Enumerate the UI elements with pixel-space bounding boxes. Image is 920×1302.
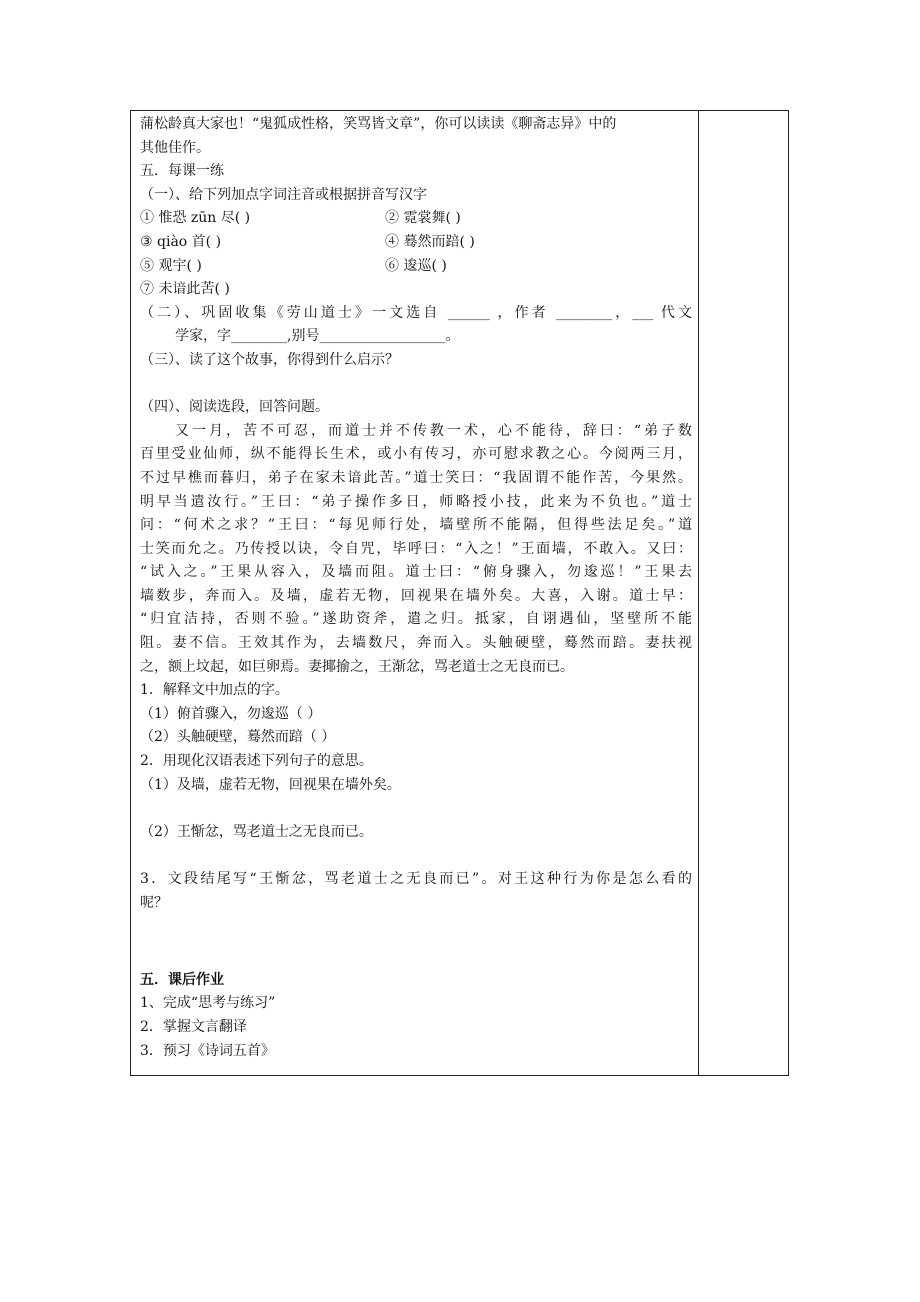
main-cell [140,113,692,1063]
answer-space [140,844,692,868]
section-heading-exercise: 五．每课一练 [140,163,224,180]
blank-space [140,373,692,397]
passage-line-8: 墙数步，奔而入。及墙，虚若无物，回视果在墙外矣。大喜，入谢。道士早： [140,587,692,604]
exercise-item-2: ② 霓裳舞( ) [385,210,461,227]
homework-item-2: 2．掌握文言翻译 [140,1018,247,1035]
homework-heading: 五．课后作业 [140,971,224,988]
exercise-row-2 [140,231,692,255]
question-1a: （1）俯首骤入，勿逡巡（ ） [140,705,322,722]
part3-question: （三）、读了这个故事，你得到什么启示？ [140,351,399,368]
answer-space [140,939,692,969]
question-1: 1．解释文中加点的字。 [140,682,289,699]
homework-item-3: 3．预习《诗词五首》 [140,1042,275,1059]
question-2: 2．用现化汉语表述下列句子的意思。 [140,753,373,770]
column-divider [698,111,699,1075]
exercise-item-1: ① 惟恐 zūn 尽( ) [140,210,251,227]
part1-title: （一）、给下列加点字词注音或根据拼音写汉字 [140,186,427,203]
passage-line-4: 明早当遣汝行。”王曰：“弟子操作多日，师略授小技，此来为不负也。”道士 [140,493,692,510]
passage-line-9: “归宜洁持，否则不验。”遂助资斧，遣之归。抵家，自诩遇仙，坚壁所不能 [140,611,692,628]
question-1b: （2）头触硬壁，蓦然而踣（ ） [140,729,336,746]
exercise-item-6: ⑥ 逡巡( ) [385,257,447,274]
passage-line-3: 不过早樵而暮归，弟子在家未谙此苦。”道士笑曰：“我固谓不能作苦，今果然。 [140,469,692,486]
part2-line-1: （二）、巩固收集《劳山道士》一文选自 ______ ，作者 ________，___ 代文 [140,304,692,321]
document-table [130,110,789,1076]
intro-line-1: 蒲松龄真大家也！“鬼狐成性格，笑骂皆文章”，你可以读读《聊斋志异》中的 [140,116,617,132]
answer-space [140,915,692,939]
exercise-item-5: ⑤ 观宇( ) [140,257,202,274]
passage-line-11: 之，额上坟起，如巨卵焉。妻揶揄之，王渐忿，骂老道士之无良而已。 [140,658,574,675]
passage-line-7: “试入之。”王果从容入，及墙而阻。道士曰：“俯身骤入，勿逡巡！”王果去 [140,564,692,581]
homework-item-1: 1、完成“思考与练习” [140,995,276,1012]
part2-line-2: 学家，字________,别号__________________。 [175,328,460,345]
answer-space [140,797,692,821]
part4-title: （四）、阅读选段，回答问题。 [140,399,329,416]
exercise-row-1 [140,207,692,231]
passage-line-10: 阻。妻不信。王效其作为，去墙数尺，奔而入。头触硬壁，蓦然而踣。妻扶视 [140,635,692,652]
passage-line-5: 问：“何术之求？”王曰：“每见师行处，墙壁所不能隔，但得些法足矣。”道 [140,517,692,534]
question-2b: （2）王惭忿，骂老道士之无良而已。 [140,823,373,840]
exercise-item-7: ⑦ 未谙此苦( ) [140,281,230,298]
intro-line-2: 其他佳作。 [140,139,210,156]
question-3-line-1: 3．文段结尾写“王惭忿，骂老道士之无良而已”。对王这种行为你是怎么看的 [140,871,692,887]
exercise-item-4: ④ 蓦然而踣( ) [385,233,475,250]
passage-line-2: 百里受业仙师，纵不能得长生术，或小有传习，亦可慰求教之心。今阅两三月， [140,446,692,463]
passage-line-6: 士笑而允之。乃传授以诀，令自咒，毕呼曰：“入之！”王面墙，不敢入。又曰： [140,540,692,557]
question-2a: （1）及墙，虚若无物，回视果在墙外矣。 [140,776,401,793]
question-3-line-2: 呢？ [140,894,168,911]
exercise-item-3: ③ qiào 首( ) [140,233,222,250]
passage-line-1: 又一月，苦不可忍，而道士并不传教一术，心不能待，辞曰：“弟子数 [175,422,692,439]
exercise-row-3 [140,255,692,279]
